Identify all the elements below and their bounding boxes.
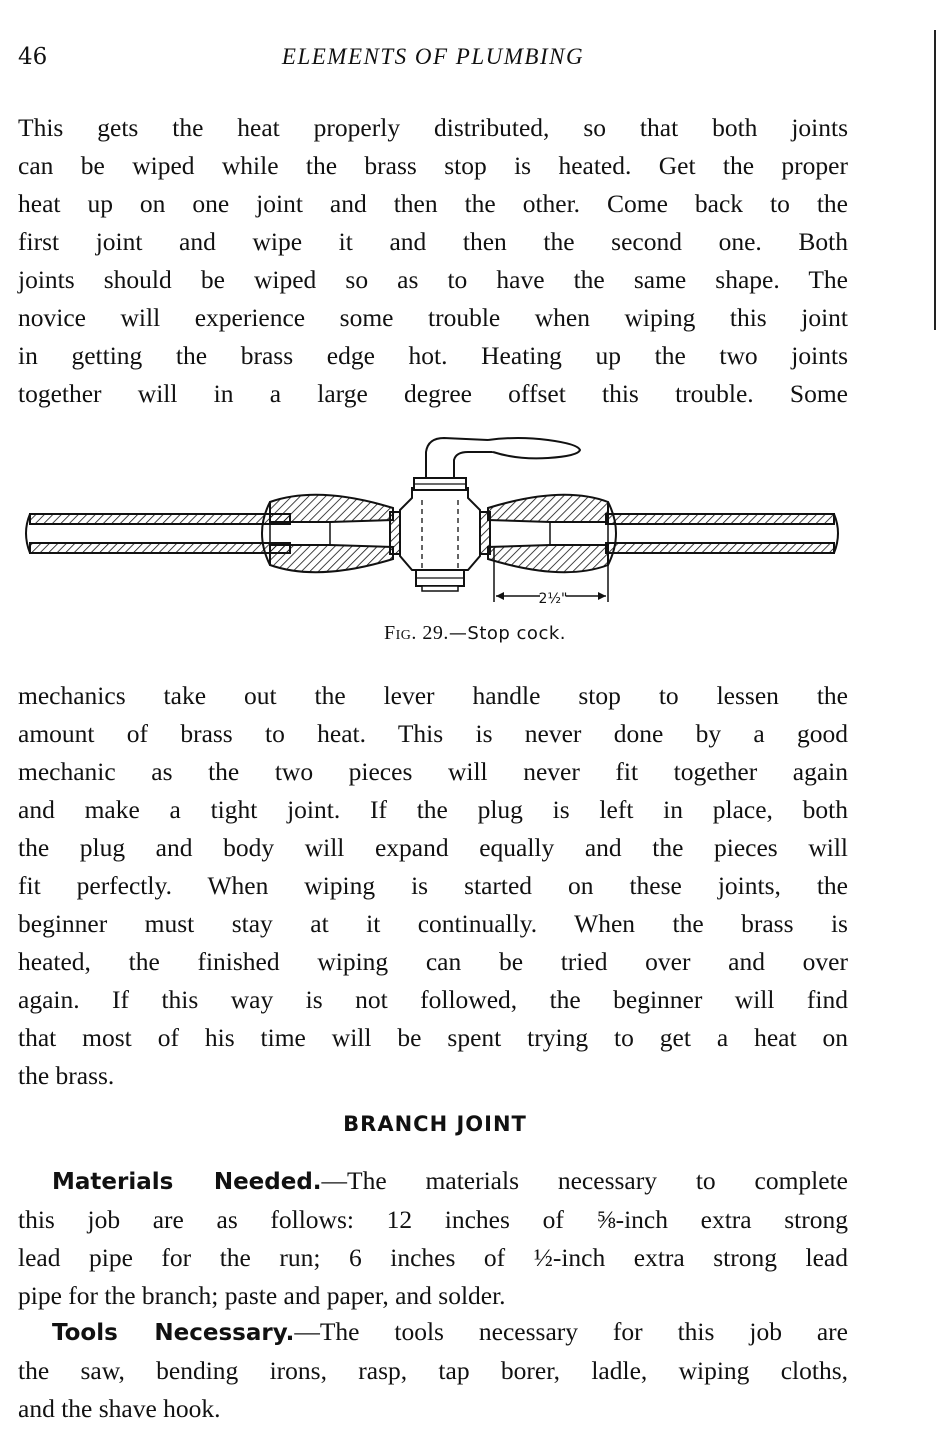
text-line: This gets the heat properly distributed, so that both joints <box>18 113 848 142</box>
text-line: beginner must stay at it continually. When the brass is <box>18 909 848 938</box>
text-line: this job are as follows: 12 inches of ⅝-inch extra strong <box>18 1205 848 1234</box>
brass-stop-body <box>390 478 490 591</box>
text-line: heat up on one joint and then the other. Come back to the <box>18 189 848 218</box>
paragraph-tools <box>18 1313 848 1428</box>
text-line: mechanic as the two pieces will never fit together again <box>18 757 848 786</box>
figure-number: Fig. 29. <box>383 622 449 644</box>
dimension-label: 2½" <box>538 591 568 605</box>
text-line: and the shave hook. <box>18 1394 221 1423</box>
text-run: —The materials necessary to complete <box>321 1166 848 1195</box>
text-line: mechanics take out the lever handle stop to lessen the <box>18 681 848 710</box>
text-line: the plug and body will expand equally and the pieces will <box>18 833 848 862</box>
right-pipe-bottom-wall <box>606 543 834 553</box>
text-line: in getting the brass edge hot. Heating up the two joints <box>18 341 848 370</box>
page-header <box>18 44 848 80</box>
text-line: together will in a large degree offset this trouble. Some <box>18 379 848 408</box>
text-line: again. If this way is not followed, the beginner will find <box>18 985 848 1014</box>
run-in-heading: Materials Needed. <box>52 1169 322 1195</box>
text-line <box>18 1162 848 1201</box>
text-line: pipe for the branch; paste and paper, and solder. <box>18 1281 506 1310</box>
run-in-heading: Tools Necessary. <box>52 1320 295 1346</box>
text-line: heated, the finished wiping can be tried over and over <box>18 947 848 976</box>
section-heading: BRANCH JOINT <box>343 1112 527 1136</box>
text-line: amount of brass to heat. This is never done by a good <box>18 719 848 748</box>
text-run: —The tools necessary for this job are <box>294 1317 848 1346</box>
text-line: the brass. <box>18 1061 115 1090</box>
paragraph-materials <box>18 1162 848 1315</box>
text-line: the saw, bending irons, rasp, tap borer, ladle, wiping cloths, <box>18 1356 848 1385</box>
left-pipe-bottom-wall <box>30 543 290 553</box>
text-line: can be wiped while the brass stop is heated. Get the proper <box>18 151 848 180</box>
left-wiped-joint <box>262 495 393 572</box>
text-line <box>18 1313 848 1352</box>
figure-caption <box>0 622 950 645</box>
text-line: first joint and wipe it and then the second one. Both <box>18 227 848 256</box>
stop-cock-figure <box>18 430 848 605</box>
figure-caption-text: —Stop cock. <box>448 623 566 644</box>
text-line: novice will experience some trouble when wiping this joint <box>18 303 848 332</box>
right-pipe-top-wall <box>606 514 834 524</box>
lever-handle <box>426 438 580 478</box>
right-wiped-joint <box>488 495 616 572</box>
page-number: 46 <box>18 44 48 70</box>
text-line: that most of his time will be spent trying to get a heat on <box>18 1023 848 1052</box>
text-line: fit perfectly. When wiping is started on these joints, the <box>18 871 848 900</box>
stop-cock-drawing <box>18 430 848 605</box>
running-title: ELEMENTS OF PLUMBING <box>281 44 585 69</box>
text-line: and make a tight joint. If the plug is left in place, both <box>18 795 848 824</box>
paragraph-2 <box>18 677 848 1095</box>
scan-edge-line <box>934 30 936 330</box>
text-line: lead pipe for the run; 6 inches of ½-inch extra strong lead <box>18 1243 848 1272</box>
paragraph-1 <box>18 109 848 413</box>
left-pipe-top-wall <box>30 514 290 524</box>
text-line: joints should be wiped so as to have the same shape. The <box>18 265 848 294</box>
